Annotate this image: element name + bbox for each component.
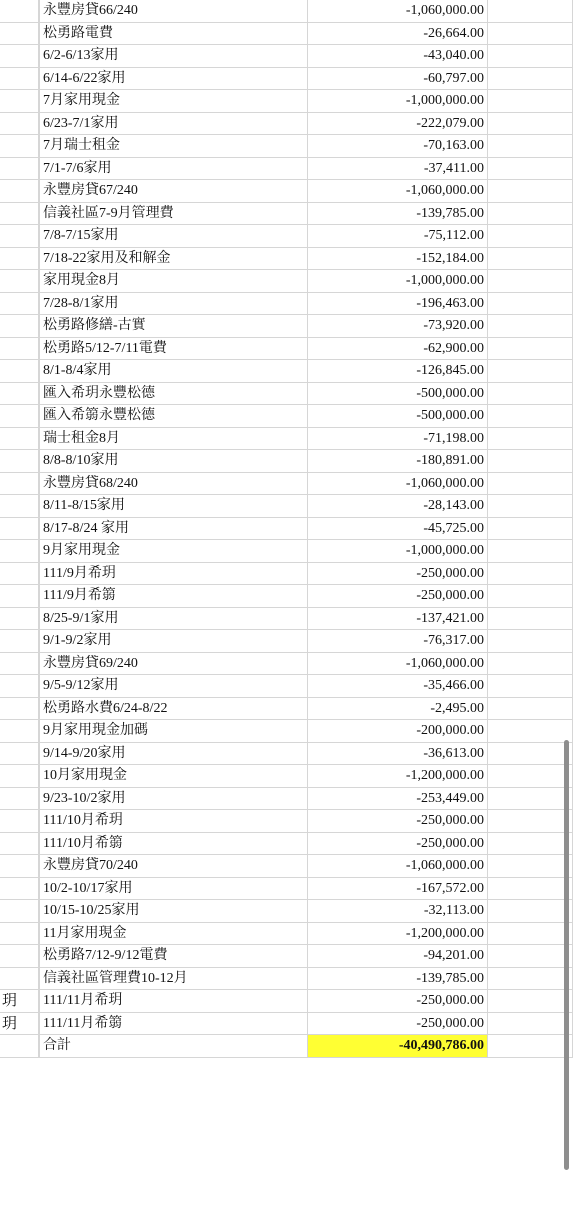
table-row (0, 495, 573, 518)
amount-cell[interactable]: -26,664.00 (308, 23, 488, 46)
amount-cell[interactable]: -250,000.00 (308, 990, 488, 1013)
amount-cell[interactable]: -250,000.00 (308, 585, 488, 608)
table-row (0, 270, 573, 293)
description-cell[interactable]: 6/23-7/1家用 (39, 113, 308, 136)
empty-cell[interactable] (488, 810, 573, 833)
mark-cell[interactable] (0, 45, 39, 68)
empty-cell[interactable] (488, 990, 573, 1013)
amount-cell[interactable]: -137,421.00 (308, 608, 488, 631)
total-label-cell[interactable]: 合計 (39, 1035, 308, 1058)
mark-cell[interactable] (0, 720, 39, 743)
amount-cell[interactable]: -76,317.00 (308, 630, 488, 653)
table-row (0, 203, 573, 226)
empty-cell[interactable] (488, 720, 573, 743)
description-cell[interactable]: 9/23-10/2家用 (39, 788, 308, 811)
table-row (0, 45, 573, 68)
description-cell[interactable]: 9月家用現金 (39, 540, 308, 563)
amount-cell[interactable]: -1,060,000.00 (308, 855, 488, 878)
mark-cell[interactable] (0, 68, 39, 91)
amount-cell[interactable]: -1,060,000.00 (308, 180, 488, 203)
description-cell[interactable]: 松勇路電費 (39, 23, 308, 46)
mark-cell[interactable] (0, 585, 39, 608)
table-row (0, 360, 573, 383)
mark-cell[interactable] (0, 293, 39, 316)
mark-cell[interactable] (0, 473, 39, 496)
amount-cell[interactable]: -71,198.00 (308, 428, 488, 451)
description-cell[interactable]: 8/11-8/15家用 (39, 495, 308, 518)
mark-cell[interactable] (0, 900, 39, 923)
description-cell[interactable]: 9/5-9/12家用 (39, 675, 308, 698)
mark-cell[interactable]: 玥 (0, 1013, 39, 1036)
mark-cell[interactable] (0, 810, 39, 833)
amount-cell[interactable]: -200,000.00 (308, 720, 488, 743)
empty-cell[interactable] (488, 743, 573, 766)
mark-cell[interactable] (0, 675, 39, 698)
table-row (0, 855, 573, 878)
description-cell[interactable]: 永豐房貸66/240 (39, 0, 308, 23)
mark-cell[interactable] (0, 135, 39, 158)
table-row (0, 743, 573, 766)
table-row (0, 675, 573, 698)
empty-cell[interactable] (488, 428, 573, 451)
amount-cell[interactable]: -139,785.00 (308, 968, 488, 991)
empty-cell[interactable] (488, 270, 573, 293)
table-row (0, 158, 573, 181)
description-cell[interactable]: 永豐房貸70/240 (39, 855, 308, 878)
amount-cell[interactable]: -1,000,000.00 (308, 90, 488, 113)
amount-cell[interactable]: -43,040.00 (308, 45, 488, 68)
empty-cell[interactable] (488, 90, 573, 113)
mark-cell[interactable] (0, 225, 39, 248)
amount-cell[interactable]: -45,725.00 (308, 518, 488, 541)
mark-cell[interactable] (0, 968, 39, 991)
description-cell[interactable]: 8/1-8/4家用 (39, 360, 308, 383)
mark-cell[interactable] (0, 878, 39, 901)
empty-cell[interactable] (488, 900, 573, 923)
description-cell[interactable]: 9月家用現金加碼 (39, 720, 308, 743)
empty-cell[interactable] (488, 1013, 573, 1036)
table-row (0, 293, 573, 316)
table-row (0, 23, 573, 46)
table-row (0, 450, 573, 473)
table-row (0, 225, 573, 248)
empty-cell[interactable] (488, 473, 573, 496)
amount-cell[interactable]: -1,060,000.00 (308, 0, 488, 23)
amount-cell[interactable]: -1,000,000.00 (308, 270, 488, 293)
empty-cell[interactable] (488, 833, 573, 856)
description-cell[interactable]: 信義社區管理費10-12月 (39, 968, 308, 991)
amount-cell[interactable]: -250,000.00 (308, 810, 488, 833)
table-row (0, 0, 573, 23)
table-row (0, 585, 573, 608)
description-cell[interactable]: 111/10月希玥 (39, 810, 308, 833)
description-cell[interactable]: 11月家用現金 (39, 923, 308, 946)
empty-cell[interactable] (488, 855, 573, 878)
description-cell[interactable]: 永豐房貸69/240 (39, 653, 308, 676)
description-cell[interactable]: 9/1-9/2家用 (39, 630, 308, 653)
empty-cell[interactable] (488, 698, 573, 721)
description-cell[interactable]: 7/28-8/1家用 (39, 293, 308, 316)
mark-cell[interactable] (0, 450, 39, 473)
description-cell[interactable]: 松勇路修繕-古實 (39, 315, 308, 338)
table-row (0, 338, 573, 361)
description-cell[interactable]: 7月家用現金 (39, 90, 308, 113)
empty-cell[interactable] (488, 45, 573, 68)
amount-cell[interactable]: -60,797.00 (308, 68, 488, 91)
amount-cell[interactable]: -222,079.00 (308, 113, 488, 136)
empty-cell[interactable] (488, 563, 573, 586)
table-row (0, 653, 573, 676)
table-row (0, 113, 573, 136)
description-cell[interactable]: 松勇路7/12-9/12電費 (39, 945, 308, 968)
empty-cell[interactable] (488, 968, 573, 991)
amount-cell[interactable]: -35,466.00 (308, 675, 488, 698)
total-row (0, 1035, 573, 1058)
table-row (0, 90, 573, 113)
mark-cell[interactable] (0, 113, 39, 136)
amount-cell[interactable]: -250,000.00 (308, 563, 488, 586)
mark-cell[interactable] (0, 248, 39, 271)
empty-cell[interactable] (488, 765, 573, 788)
table-row (0, 315, 573, 338)
table-row (0, 810, 573, 833)
description-cell[interactable]: 111/9月希篛 (39, 585, 308, 608)
mark-cell[interactable] (0, 428, 39, 451)
table-row (0, 248, 573, 271)
table-row (0, 720, 573, 743)
mark-cell[interactable] (0, 90, 39, 113)
amount-cell[interactable]: -152,184.00 (308, 248, 488, 271)
empty-cell[interactable] (488, 1035, 573, 1058)
amount-cell[interactable]: -139,785.00 (308, 203, 488, 226)
amount-cell[interactable]: -28,143.00 (308, 495, 488, 518)
mark-cell[interactable] (0, 360, 39, 383)
mark-cell[interactable] (0, 788, 39, 811)
description-cell[interactable]: 匯入希玥永豐松德 (39, 383, 308, 406)
description-cell[interactable]: 松勇路5/12-7/11電費 (39, 338, 308, 361)
empty-cell[interactable] (488, 878, 573, 901)
description-cell[interactable]: 111/9月希玥 (39, 563, 308, 586)
description-cell[interactable]: 瑞士租金8月 (39, 428, 308, 451)
description-cell[interactable]: 8/25-9/1家用 (39, 608, 308, 631)
amount-cell[interactable]: -196,463.00 (308, 293, 488, 316)
mark-cell[interactable] (0, 338, 39, 361)
table-row (0, 135, 573, 158)
table-row (0, 968, 573, 991)
description-cell[interactable]: 7月瑞士租金 (39, 135, 308, 158)
description-cell[interactable]: 松勇路水費6/24-8/22 (39, 698, 308, 721)
description-cell[interactable]: 7/18-22家用及和解金 (39, 248, 308, 271)
empty-cell[interactable] (488, 788, 573, 811)
description-cell[interactable]: 8/17-8/24 家用 (39, 518, 308, 541)
mark-cell[interactable]: 玥 (0, 990, 39, 1013)
mark-cell[interactable] (0, 855, 39, 878)
empty-cell[interactable] (488, 0, 573, 23)
amount-cell[interactable]: -75,112.00 (308, 225, 488, 248)
mark-cell[interactable] (0, 495, 39, 518)
mark-cell[interactable] (0, 653, 39, 676)
table-row (0, 1013, 573, 1036)
amount-cell[interactable]: -73,920.00 (308, 315, 488, 338)
mark-cell[interactable] (0, 315, 39, 338)
amount-cell[interactable]: -167,572.00 (308, 878, 488, 901)
mark-cell[interactable] (0, 923, 39, 946)
description-cell[interactable]: 6/14-6/22家用 (39, 68, 308, 91)
mark-cell[interactable] (0, 383, 39, 406)
amount-cell[interactable]: -32,113.00 (308, 900, 488, 923)
empty-cell[interactable] (488, 495, 573, 518)
table-row (0, 630, 573, 653)
table-row (0, 945, 573, 968)
amount-cell[interactable]: -250,000.00 (308, 1013, 488, 1036)
mark-cell[interactable] (0, 0, 39, 23)
description-cell[interactable]: 111/11月希玥 (39, 990, 308, 1013)
empty-cell[interactable] (488, 945, 573, 968)
description-cell[interactable]: 10/2-10/17家用 (39, 878, 308, 901)
amount-cell[interactable]: -36,613.00 (308, 743, 488, 766)
amount-cell[interactable]: -500,000.00 (308, 383, 488, 406)
description-cell[interactable]: 8/8-8/10家用 (39, 450, 308, 473)
empty-cell[interactable] (488, 518, 573, 541)
description-cell[interactable]: 111/10月希篛 (39, 833, 308, 856)
mark-cell[interactable] (0, 180, 39, 203)
empty-cell[interactable] (488, 608, 573, 631)
empty-cell[interactable] (488, 113, 573, 136)
description-cell[interactable]: 永豐房貸68/240 (39, 473, 308, 496)
description-cell[interactable]: 永豐房貸67/240 (39, 180, 308, 203)
table-row (0, 180, 573, 203)
mark-cell[interactable] (0, 518, 39, 541)
empty-cell[interactable] (488, 23, 573, 46)
description-cell[interactable]: 6/2-6/13家用 (39, 45, 308, 68)
mark-cell[interactable] (0, 833, 39, 856)
description-cell[interactable]: 7/1-7/6家用 (39, 158, 308, 181)
table-row (0, 540, 573, 563)
amount-cell[interactable]: -180,891.00 (308, 450, 488, 473)
mark-cell[interactable] (0, 563, 39, 586)
empty-cell[interactable] (488, 158, 573, 181)
mark-cell[interactable] (0, 23, 39, 46)
description-cell[interactable]: 信義社區7-9月管理費 (39, 203, 308, 226)
amount-cell[interactable]: -126,845.00 (308, 360, 488, 383)
mark-cell[interactable] (0, 765, 39, 788)
description-cell[interactable]: 9/14-9/20家用 (39, 743, 308, 766)
amount-cell[interactable]: -1,200,000.00 (308, 923, 488, 946)
mark-cell[interactable] (0, 743, 39, 766)
empty-cell[interactable] (488, 675, 573, 698)
empty-cell[interactable] (488, 585, 573, 608)
amount-cell[interactable]: -1,060,000.00 (308, 653, 488, 676)
empty-cell[interactable] (488, 540, 573, 563)
amount-cell[interactable]: -70,163.00 (308, 135, 488, 158)
empty-cell[interactable] (488, 203, 573, 226)
total-amount-cell[interactable]: -40,490,786.00 (308, 1035, 488, 1058)
empty-cell[interactable] (488, 383, 573, 406)
mark-cell[interactable] (0, 270, 39, 293)
table-row (0, 428, 573, 451)
empty-cell[interactable] (488, 653, 573, 676)
vertical-scrollbar[interactable] (564, 740, 569, 1170)
table-row (0, 518, 573, 541)
empty-cell[interactable] (488, 923, 573, 946)
amount-cell[interactable]: -253,449.00 (308, 788, 488, 811)
mark-cell[interactable] (0, 630, 39, 653)
empty-cell[interactable] (488, 405, 573, 428)
table-row (0, 833, 573, 856)
description-cell[interactable]: 7/8-7/15家用 (39, 225, 308, 248)
table-row (0, 563, 573, 586)
table-row (0, 608, 573, 631)
empty-cell[interactable] (488, 180, 573, 203)
empty-cell[interactable] (488, 225, 573, 248)
amount-cell[interactable]: -2,495.00 (308, 698, 488, 721)
empty-cell[interactable] (488, 135, 573, 158)
empty-cell[interactable] (488, 248, 573, 271)
amount-cell[interactable]: -500,000.00 (308, 405, 488, 428)
mark-cell[interactable] (0, 945, 39, 968)
amount-cell[interactable]: -94,201.00 (308, 945, 488, 968)
description-cell[interactable]: 匯入希篛永豐松德 (39, 405, 308, 428)
mark-cell[interactable] (0, 203, 39, 226)
empty-cell[interactable] (488, 293, 573, 316)
amount-cell[interactable]: -37,411.00 (308, 158, 488, 181)
table-row (0, 383, 573, 406)
description-cell[interactable]: 111/11月希篛 (39, 1013, 308, 1036)
amount-cell[interactable]: -62,900.00 (308, 338, 488, 361)
mark-cell[interactable] (0, 608, 39, 631)
description-cell[interactable]: 10月家用現金 (39, 765, 308, 788)
mark-cell[interactable] (0, 698, 39, 721)
amount-cell[interactable]: -250,000.00 (308, 833, 488, 856)
table-row (0, 990, 573, 1013)
mark-cell[interactable] (0, 405, 39, 428)
description-cell[interactable]: 10/15-10/25家用 (39, 900, 308, 923)
empty-cell[interactable] (488, 450, 573, 473)
mark-cell[interactable] (0, 1035, 39, 1058)
empty-cell[interactable] (488, 338, 573, 361)
table-row (0, 788, 573, 811)
mark-cell[interactable] (0, 540, 39, 563)
amount-cell[interactable]: -1,000,000.00 (308, 540, 488, 563)
empty-cell[interactable] (488, 360, 573, 383)
table-row (0, 923, 573, 946)
table-row (0, 473, 573, 496)
amount-cell[interactable]: -1,200,000.00 (308, 765, 488, 788)
mark-cell[interactable] (0, 158, 39, 181)
table-row (0, 405, 573, 428)
empty-cell[interactable] (488, 315, 573, 338)
empty-cell[interactable] (488, 68, 573, 91)
table-row (0, 900, 573, 923)
table-row (0, 765, 573, 788)
description-cell[interactable]: 家用現金8月 (39, 270, 308, 293)
amount-cell[interactable]: -1,060,000.00 (308, 473, 488, 496)
table-row (0, 68, 573, 91)
table-row (0, 698, 573, 721)
table-row (0, 878, 573, 901)
empty-cell[interactable] (488, 630, 573, 653)
